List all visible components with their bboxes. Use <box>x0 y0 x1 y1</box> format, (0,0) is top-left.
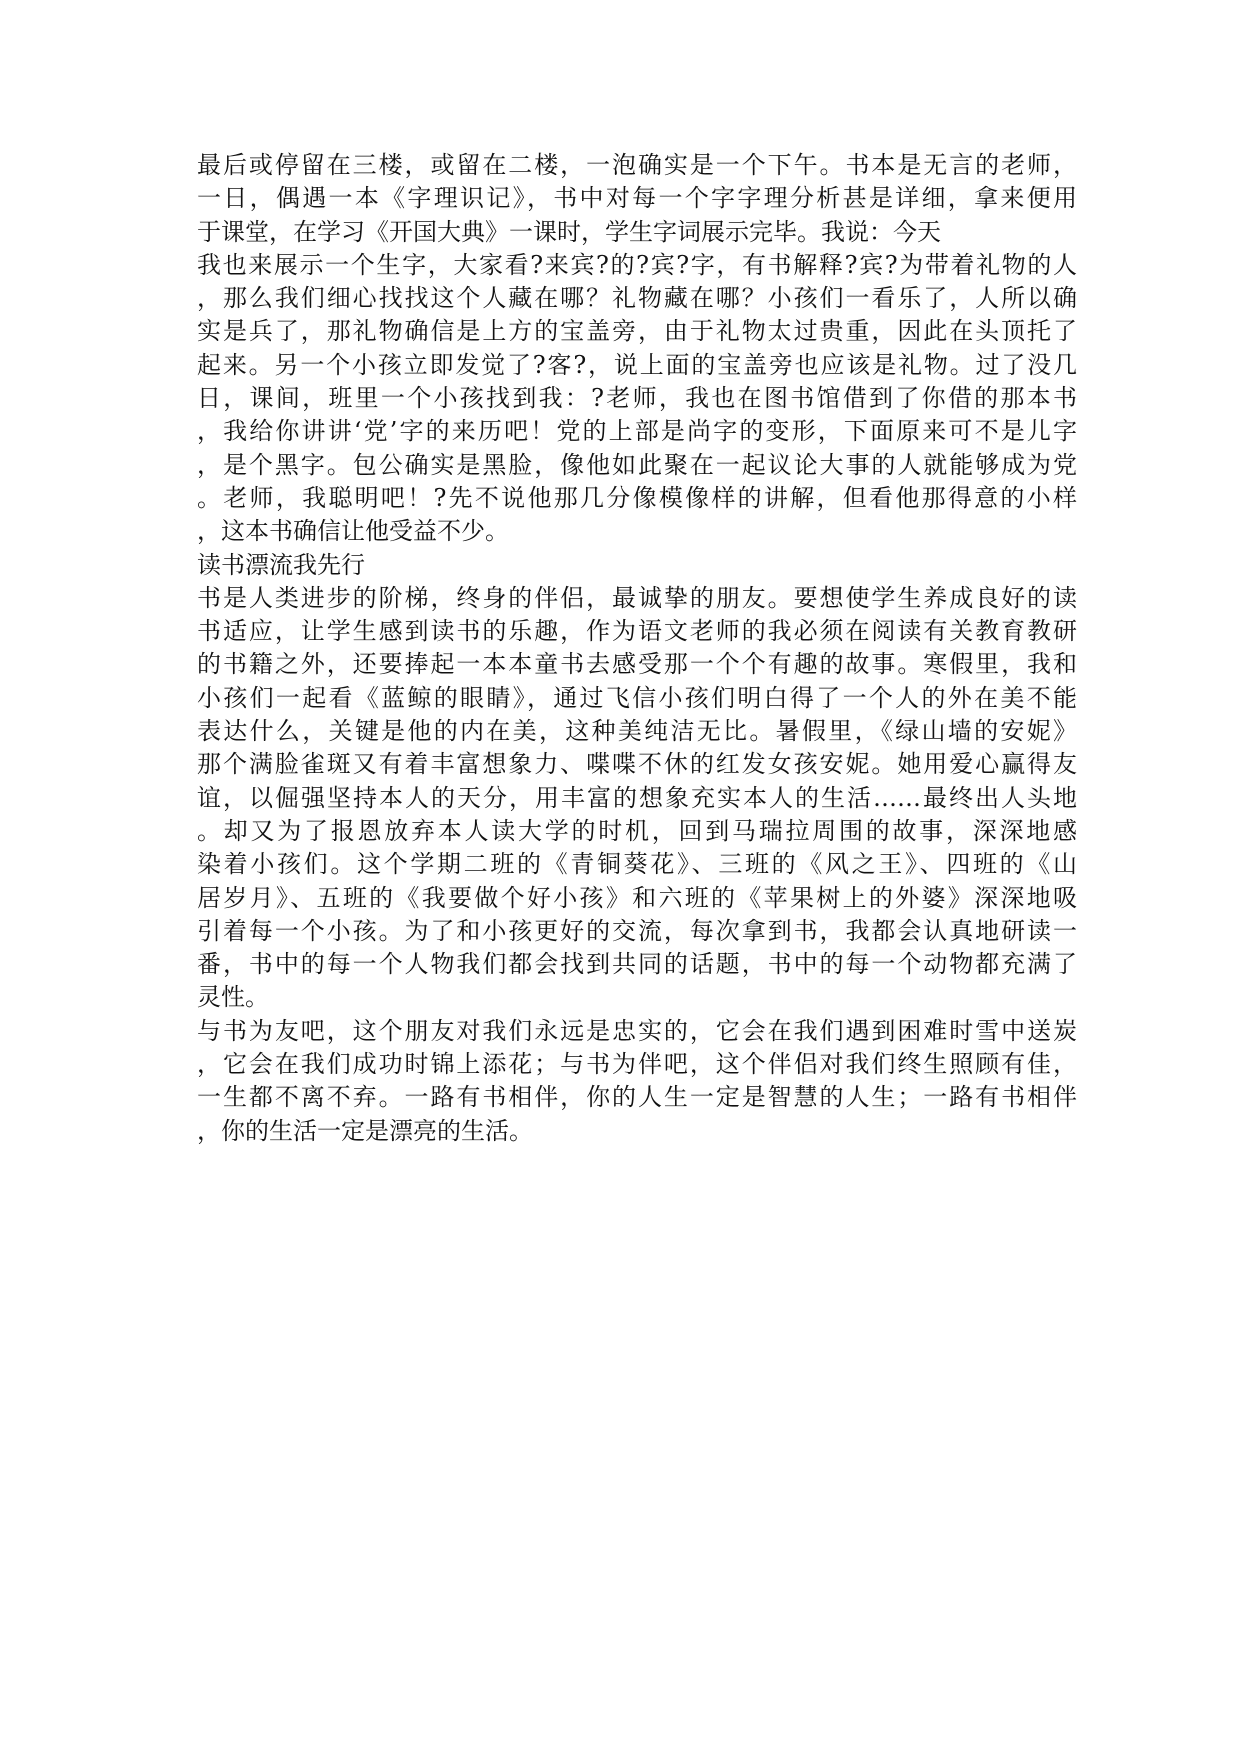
text-line: ，它会在我们成功时锦上添花；与书为伴吧，这个伴侣对我们终生照顾有佳， <box>197 1050 1077 1079</box>
text-line: 。却又为了报恩放弃本人读大学的时机，回到马瑞拉周围的故事，深深地感 <box>197 816 1077 845</box>
text-line: 。老师，我聪明吧！?先不说他那几分像模像样的讲解，但看他那得意的小样 <box>197 483 1077 512</box>
text-line: ，我给你讲讲‘党’字的来历吧！党的上部是尚字的变形，下面原来可不是儿字 <box>197 417 1077 446</box>
section-heading: 读书漂流我先行 <box>197 550 365 579</box>
text-line: 居岁月》、五班的《我要做个好小孩》和六班的《苹果树上的外婆》深深地吸 <box>197 883 1077 912</box>
document-body <box>197 149 1077 1148</box>
text-line: ，是个黑字。包公确实是黑脸，像他如此聚在一起议论大事的人就能够成为党 <box>197 450 1077 479</box>
text-line: 日，课间，班里一个小孩找到我：?老师，我也在图书馆借到了你借的那本书 <box>197 384 1077 413</box>
text-line: ，那么我们细心找找这个人藏在哪？礼物藏在哪？小孩们一看乐了，人所以确 <box>197 284 1077 313</box>
text-line: 实是兵了，那礼物确信是上方的宝盖旁，由于礼物太过贵重，因此在头顶托了 <box>197 317 1077 346</box>
text-line: 书适应，让学生感到读书的乐趣，作为语文老师的我必须在阅读有关教育教研 <box>197 617 1077 646</box>
text-line: 那个满脸雀斑又有着丰富想象力、喋喋不休的红发女孩安妮。她用爱心赢得友 <box>197 750 1077 779</box>
text-line: 表达什么，关键是他的内在美，这种美纯洁无比。暑假里，《绿山墙的安妮》 <box>197 717 1077 746</box>
text-line: 起来。另一个小孩立即发觉了?客?，说上面的宝盖旁也应该是礼物。过了没几 <box>197 350 1077 379</box>
text-line: 谊，以倔强坚持本人的天分，用丰富的想象充实本人的生活……最终出人头地 <box>197 783 1077 812</box>
text-line: 染着小孩们。这个学期二班的《青铜葵花》、三班的《风之王》、四班的《山 <box>197 850 1077 879</box>
text-line: 引着每一个小孩。为了和小孩更好的交流，每次拿到书，我都会认真地研读一 <box>197 916 1077 945</box>
text-line: 我也来展示一个生字，大家看?来宾?的?宾?字，有书解释?宾?为带着礼物的人 <box>197 250 1077 279</box>
text-line: 灵性。 <box>197 983 269 1012</box>
text-line: 小孩们一起看《蓝鲸的眼睛》，通过飞信小孩们明白得了一个人的外在美不能 <box>197 683 1077 712</box>
text-line: 一日，偶遇一本《字理识记》，书中对每一个字字理分析甚是详细，拿来便用 <box>197 184 1077 213</box>
text-line: ，这本书确信让他受益不少。 <box>197 517 509 546</box>
text-line: 书是人类进步的阶梯，终身的伴侣，最诚挚的朋友。要想使学生养成良好的读 <box>197 583 1077 612</box>
text-line: 于课堂，在学习《开国大典》一课时，学生字词展示完毕。我说：今天 <box>197 217 941 246</box>
text-line: 与书为友吧，这个朋友对我们永远是忠实的，它会在我们遇到困难时雪中送炭 <box>197 1016 1077 1045</box>
text-line: 的书籍之外，还要捧起一本本童书去感受那一个个有趣的故事。寒假里，我和 <box>197 650 1077 679</box>
text-line: ，你的生活一定是漂亮的生活。 <box>197 1116 533 1145</box>
text-line: 番，书中的每一个人物我们都会找到共同的话题，书中的每一个动物都充满了 <box>197 950 1077 979</box>
text-line: 一生都不离不弃。一路有书相伴，你的人生一定是智慧的人生；一路有书相伴 <box>197 1083 1077 1112</box>
text-line: 最后或停留在三楼，或留在二楼，一泡确实是一个下午。书本是无言的老师， <box>197 151 1077 179</box>
